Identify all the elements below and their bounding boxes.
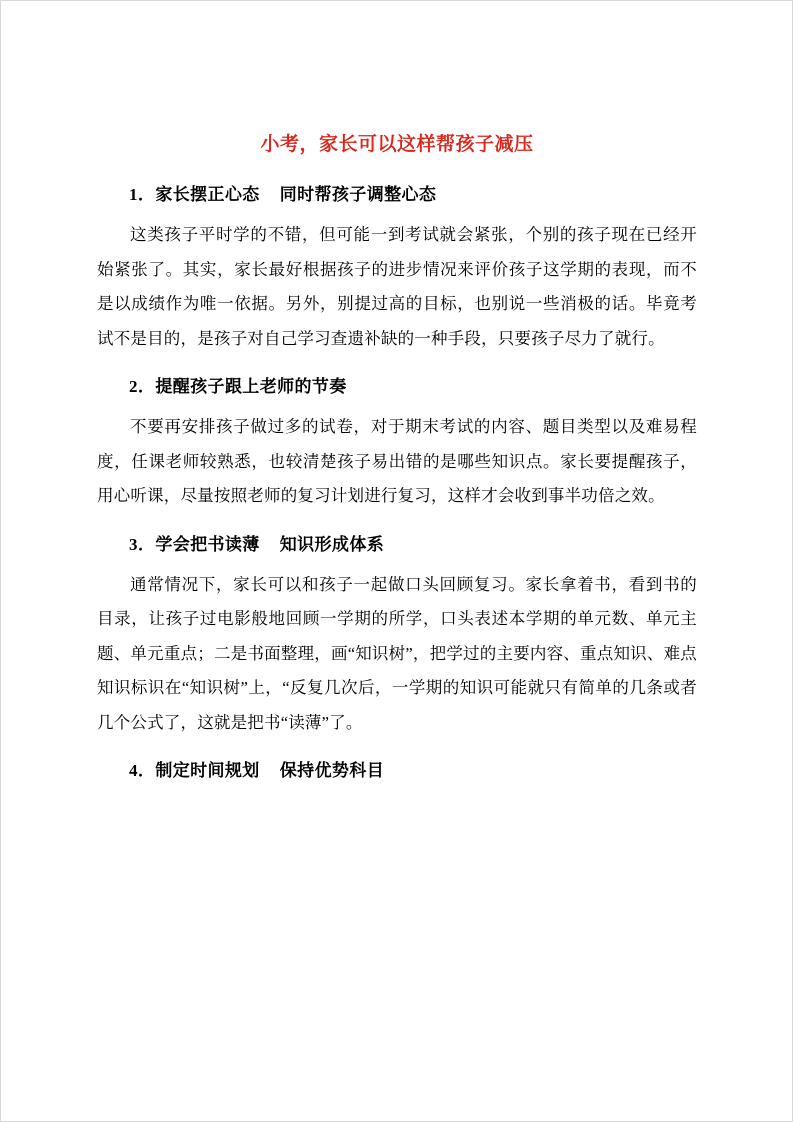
section-heading-3: [97, 528, 697, 562]
section-title-1a: 家长摆正心态: [155, 185, 260, 204]
section-title-2a: 提醒孩子跟上老师的节奏: [155, 377, 347, 396]
section-title-4b: 保持优势科目: [279, 761, 385, 780]
section-number-1: 1．: [129, 185, 156, 204]
section-paragraph-3: 通常情况下，家长可以和孩子一起做口头回顾复习。家长拿着书，看到书的目录，让孩子过电影般地回顾一学期的所学，口头表述本学期的单元数、单元主题、单元重点；二是书面整理，画“知识树”，把学过的主要内容、重点知识、难点知识标识在“知识树”上，“反复几次后，一学期的知识可能就只有简单的几条或者几个公式了，这就是把书“读薄”了。: [97, 574, 697, 732]
section-paragraph-1: 这类孩子平时学的不错，但可能一到考试就会紧张，个别的孩子现在已经开始紧张了。其实，家长最好根据孩子的进步情况来评价孩子这学期的表现，而不是以成绩作为唯一依据。另外，别提过高的目标，也别说一些消极的话。毕竟考试不是目的，是孩子对自己学习查遗补缺的一种手段，只要孩子尽力了就行。: [97, 225, 697, 348]
document-body: [97, 129, 697, 794]
section-title-1b: 同时帮孩子调整心态: [279, 185, 437, 204]
page-title: 小考，家长可以这样帮孩子减压: [260, 134, 534, 155]
section-number-2: 2．: [129, 377, 156, 396]
section-number-3: 3．: [129, 534, 156, 554]
section-heading-1: [97, 178, 697, 212]
section-title-4a: 制定时间规划: [155, 761, 260, 780]
section-title-3b: 知识形成体系: [279, 534, 385, 554]
section-title-3a: 学会把书读薄: [155, 534, 260, 554]
section-heading-4: [97, 754, 697, 788]
section-paragraph-2: 不要再安排孩子做过多的试卷，对于期末考试的内容、题目类型以及难易程度，任课老师较熟悉，也较清楚孩子易出错的是哪些知识点。家长要提醒孩子，用心听课，尽量按照老师的复习计划进行复习，这样才会收到事半功倍之效。: [97, 417, 697, 505]
section-number-4: 4．: [129, 761, 156, 780]
section-heading-2: [97, 370, 697, 404]
